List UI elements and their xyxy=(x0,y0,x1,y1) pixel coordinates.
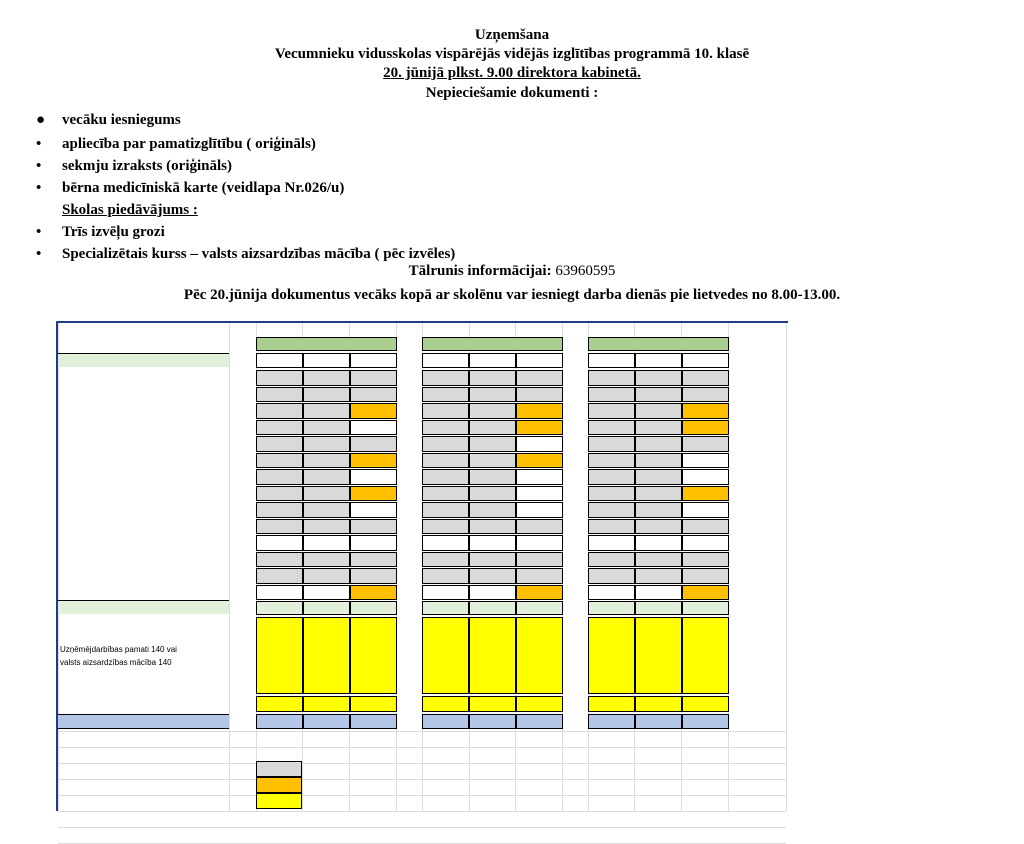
row-label xyxy=(58,419,229,436)
value-cell xyxy=(588,552,635,568)
legend-swatch xyxy=(256,793,302,809)
row-label xyxy=(58,468,229,485)
section-filler-cell xyxy=(516,601,563,615)
value-cell xyxy=(422,370,469,386)
value-cell xyxy=(635,552,682,568)
value-cell xyxy=(682,535,729,551)
bullet-icon: ● xyxy=(36,112,46,128)
value-cell xyxy=(516,568,563,584)
class-header xyxy=(256,353,303,368)
class-header xyxy=(682,353,729,368)
gridline xyxy=(58,779,786,780)
value-cell xyxy=(516,696,563,712)
value-cell xyxy=(588,370,635,386)
value-cell xyxy=(682,469,729,485)
phone-line xyxy=(0,263,1024,280)
row-label xyxy=(58,402,229,419)
offers-heading: Skolas piedāvājums : xyxy=(62,202,198,218)
value-cell xyxy=(588,535,635,551)
value-cell xyxy=(469,370,516,386)
value-cell xyxy=(303,387,350,403)
value-cell xyxy=(422,420,469,436)
value-cell xyxy=(256,714,303,729)
value-cell xyxy=(635,585,682,601)
value-cell xyxy=(588,585,635,601)
value-cell xyxy=(256,585,303,601)
value-cell xyxy=(469,552,516,568)
legend-swatch xyxy=(256,777,302,793)
value-cell xyxy=(682,568,729,584)
value-cell xyxy=(516,370,563,386)
value-cell xyxy=(422,519,469,535)
section-filler-cell xyxy=(422,601,469,615)
value-cell xyxy=(635,568,682,584)
section-filler-cell xyxy=(350,601,397,615)
section-filler-cell xyxy=(469,601,516,615)
value-cell xyxy=(635,617,682,694)
value-cell xyxy=(682,387,729,403)
row-label xyxy=(58,501,229,518)
row-label xyxy=(58,534,229,551)
value-cell xyxy=(256,436,303,452)
value-cell xyxy=(635,696,682,712)
bullet-icon: • xyxy=(36,136,42,152)
value-cell xyxy=(682,486,729,502)
section-filler-cell xyxy=(635,601,682,615)
value-cell xyxy=(635,453,682,469)
value-cell xyxy=(303,552,350,568)
value-cell xyxy=(682,585,729,601)
value-cell xyxy=(682,714,729,729)
class-header xyxy=(350,353,397,368)
value-cell xyxy=(303,502,350,518)
value-cell xyxy=(635,469,682,485)
value-cell xyxy=(516,469,563,485)
value-cell xyxy=(516,502,563,518)
group-header xyxy=(256,337,397,351)
value-cell xyxy=(256,568,303,584)
table-title xyxy=(58,324,786,336)
gridline xyxy=(58,843,786,844)
value-cell xyxy=(516,486,563,502)
value-cell xyxy=(350,502,397,518)
value-cell xyxy=(588,486,635,502)
legend-swatch xyxy=(256,761,302,777)
value-cell xyxy=(256,519,303,535)
gridline xyxy=(786,323,787,811)
value-cell xyxy=(682,453,729,469)
gridline xyxy=(58,731,786,732)
page-title: Uzņemšana xyxy=(474,27,550,43)
gridline xyxy=(58,827,786,828)
value-cell xyxy=(682,552,729,568)
class-header xyxy=(422,353,469,368)
list-item-text: sekmju izraksts (oriģināls) xyxy=(62,158,232,174)
value-cell xyxy=(303,535,350,551)
bullet-icon: • xyxy=(36,158,42,174)
value-cell xyxy=(350,696,397,712)
legend-label xyxy=(302,793,422,809)
program-line: Vecumnieku vidusskolas vispārējās vidējās izglītības programmā 10. klasē xyxy=(274,46,750,62)
row-label xyxy=(58,452,229,469)
value-cell xyxy=(303,696,350,712)
value-cell xyxy=(303,519,350,535)
legend-label xyxy=(302,777,422,793)
list-item-text: Specializētais kurss – valsts aizsardzības mācība ( pēc izvēles) xyxy=(62,246,456,262)
value-cell xyxy=(303,420,350,436)
row-label xyxy=(58,386,229,403)
value-cell xyxy=(469,519,516,535)
value-cell xyxy=(350,535,397,551)
value-cell xyxy=(588,568,635,584)
bullet-icon: • xyxy=(36,224,42,240)
value-cell xyxy=(588,420,635,436)
value-cell xyxy=(469,585,516,601)
value-cell xyxy=(588,469,635,485)
value-cell xyxy=(588,403,635,419)
value-cell xyxy=(422,585,469,601)
section-label-special xyxy=(58,600,229,614)
value-cell xyxy=(469,486,516,502)
value-cell xyxy=(350,436,397,452)
value-cell xyxy=(516,387,563,403)
value-cell xyxy=(635,714,682,729)
value-cell xyxy=(422,714,469,729)
date-line-text: 20. jūnijā plkst. 9.00 direktora kabinetā. xyxy=(383,65,641,81)
row-label xyxy=(58,567,229,584)
value-cell xyxy=(588,453,635,469)
value-cell xyxy=(516,420,563,436)
value-cell xyxy=(682,519,729,535)
row-label xyxy=(58,518,229,535)
after-note: Pēc 20.jūnija dokumentus vecāks kopā ar skolēnu var iesniegt darba dienās pie lietvedes no 8.00-13.00. xyxy=(183,287,841,303)
class-header xyxy=(303,353,350,368)
value-cell xyxy=(588,696,635,712)
value-cell xyxy=(469,502,516,518)
class-header xyxy=(469,353,516,368)
value-cell xyxy=(303,403,350,419)
value-cell xyxy=(422,436,469,452)
list-item-text: apliecība par pamatizglītību ( oriģināls) xyxy=(62,136,316,152)
value-cell xyxy=(256,696,303,712)
value-cell xyxy=(682,502,729,518)
gridline xyxy=(58,795,786,796)
value-cell xyxy=(422,486,469,502)
value-cell xyxy=(256,420,303,436)
value-cell xyxy=(635,436,682,452)
value-cell xyxy=(350,585,397,601)
value-cell xyxy=(256,502,303,518)
value-cell xyxy=(516,403,563,419)
value-cell xyxy=(469,714,516,729)
documents-heading: Nepieciešamie dokumenti : xyxy=(425,85,599,101)
value-cell xyxy=(469,387,516,403)
value-cell xyxy=(350,453,397,469)
value-cell xyxy=(588,387,635,403)
value-cell xyxy=(635,486,682,502)
class-header xyxy=(516,353,563,368)
row-label xyxy=(58,584,229,601)
row-label-line: Uzņēmējdarbības pamati 140 vai xyxy=(60,644,177,654)
value-cell xyxy=(682,370,729,386)
value-cell xyxy=(516,617,563,694)
gridline xyxy=(58,763,786,764)
value-cell xyxy=(422,535,469,551)
row-label-line: valsts aizsardzības mācība 140 xyxy=(60,657,172,667)
value-cell xyxy=(588,617,635,694)
value-cell xyxy=(422,552,469,568)
value-cell xyxy=(256,370,303,386)
value-cell xyxy=(303,617,350,694)
group-header xyxy=(588,337,729,351)
value-cell xyxy=(469,696,516,712)
value-cell xyxy=(303,436,350,452)
value-cell xyxy=(422,387,469,403)
row-label-special xyxy=(58,617,229,694)
value-cell xyxy=(422,502,469,518)
phone-label: Tālrunis informācijai: xyxy=(408,263,552,279)
value-cell xyxy=(422,453,469,469)
value-cell xyxy=(682,436,729,452)
value-cell xyxy=(469,420,516,436)
value-cell xyxy=(303,568,350,584)
section-filler-cell xyxy=(588,601,635,615)
value-cell xyxy=(588,502,635,518)
list-item-text: vecāku iesniegums xyxy=(62,112,181,128)
value-cell xyxy=(303,453,350,469)
value-cell xyxy=(635,420,682,436)
value-cell xyxy=(350,519,397,535)
section-filler-cell xyxy=(682,601,729,615)
value-cell xyxy=(422,568,469,584)
value-cell xyxy=(350,387,397,403)
value-cell xyxy=(422,469,469,485)
value-cell xyxy=(469,453,516,469)
value-cell xyxy=(256,617,303,694)
value-cell xyxy=(469,403,516,419)
row-label-load xyxy=(58,714,229,729)
value-cell xyxy=(469,469,516,485)
section-label-basic xyxy=(58,353,229,367)
value-cell xyxy=(350,714,397,729)
value-cell xyxy=(516,535,563,551)
section-filler-cell xyxy=(256,601,303,615)
gridline xyxy=(58,747,786,748)
value-cell xyxy=(256,387,303,403)
value-cell xyxy=(350,486,397,502)
value-cell xyxy=(635,370,682,386)
value-cell xyxy=(256,486,303,502)
value-cell xyxy=(422,696,469,712)
value-cell xyxy=(350,469,397,485)
offer-table xyxy=(56,321,788,811)
legend-label xyxy=(302,761,422,777)
value-cell xyxy=(682,617,729,694)
value-cell xyxy=(635,387,682,403)
value-cell xyxy=(682,696,729,712)
class-header xyxy=(588,353,635,368)
value-cell xyxy=(350,403,397,419)
value-cell xyxy=(516,585,563,601)
row-label xyxy=(58,696,229,713)
bullet-icon: • xyxy=(36,246,42,262)
list-item-text: Trīs izvēļu grozi xyxy=(62,224,165,240)
value-cell xyxy=(516,714,563,729)
value-cell xyxy=(682,420,729,436)
bullet-icon: • xyxy=(36,180,42,196)
row-label xyxy=(58,485,229,502)
value-cell xyxy=(350,370,397,386)
value-cell xyxy=(256,453,303,469)
value-cell xyxy=(256,403,303,419)
value-cell xyxy=(635,403,682,419)
gridline xyxy=(58,811,786,812)
value-cell xyxy=(682,403,729,419)
value-cell xyxy=(469,568,516,584)
value-cell xyxy=(303,585,350,601)
value-cell xyxy=(256,535,303,551)
list-item-text: bērna medicīniskā karte (veidlapa Nr.026/u) xyxy=(62,180,345,196)
value-cell xyxy=(303,714,350,729)
value-cell xyxy=(422,403,469,419)
value-cell xyxy=(469,436,516,452)
phone-number: 63960595 xyxy=(555,263,616,279)
value-cell xyxy=(422,617,469,694)
row-label xyxy=(58,551,229,568)
value-cell xyxy=(516,436,563,452)
gridline xyxy=(229,323,230,811)
class-header xyxy=(635,353,682,368)
value-cell xyxy=(350,552,397,568)
value-cell xyxy=(469,535,516,551)
value-cell xyxy=(588,436,635,452)
value-cell xyxy=(350,568,397,584)
value-cell xyxy=(516,519,563,535)
date-line xyxy=(0,64,1024,83)
value-cell xyxy=(635,502,682,518)
group-header xyxy=(422,337,563,351)
value-cell xyxy=(588,714,635,729)
row-label xyxy=(58,369,229,386)
value-cell xyxy=(303,370,350,386)
value-cell xyxy=(256,552,303,568)
value-cell xyxy=(469,617,516,694)
row-label xyxy=(58,435,229,452)
value-cell xyxy=(303,486,350,502)
value-cell xyxy=(635,535,682,551)
value-cell xyxy=(516,552,563,568)
value-cell xyxy=(303,469,350,485)
value-cell xyxy=(256,469,303,485)
value-cell xyxy=(635,519,682,535)
section-filler-cell xyxy=(303,601,350,615)
value-cell xyxy=(588,519,635,535)
value-cell xyxy=(516,453,563,469)
value-cell xyxy=(350,420,397,436)
value-cell xyxy=(350,617,397,694)
